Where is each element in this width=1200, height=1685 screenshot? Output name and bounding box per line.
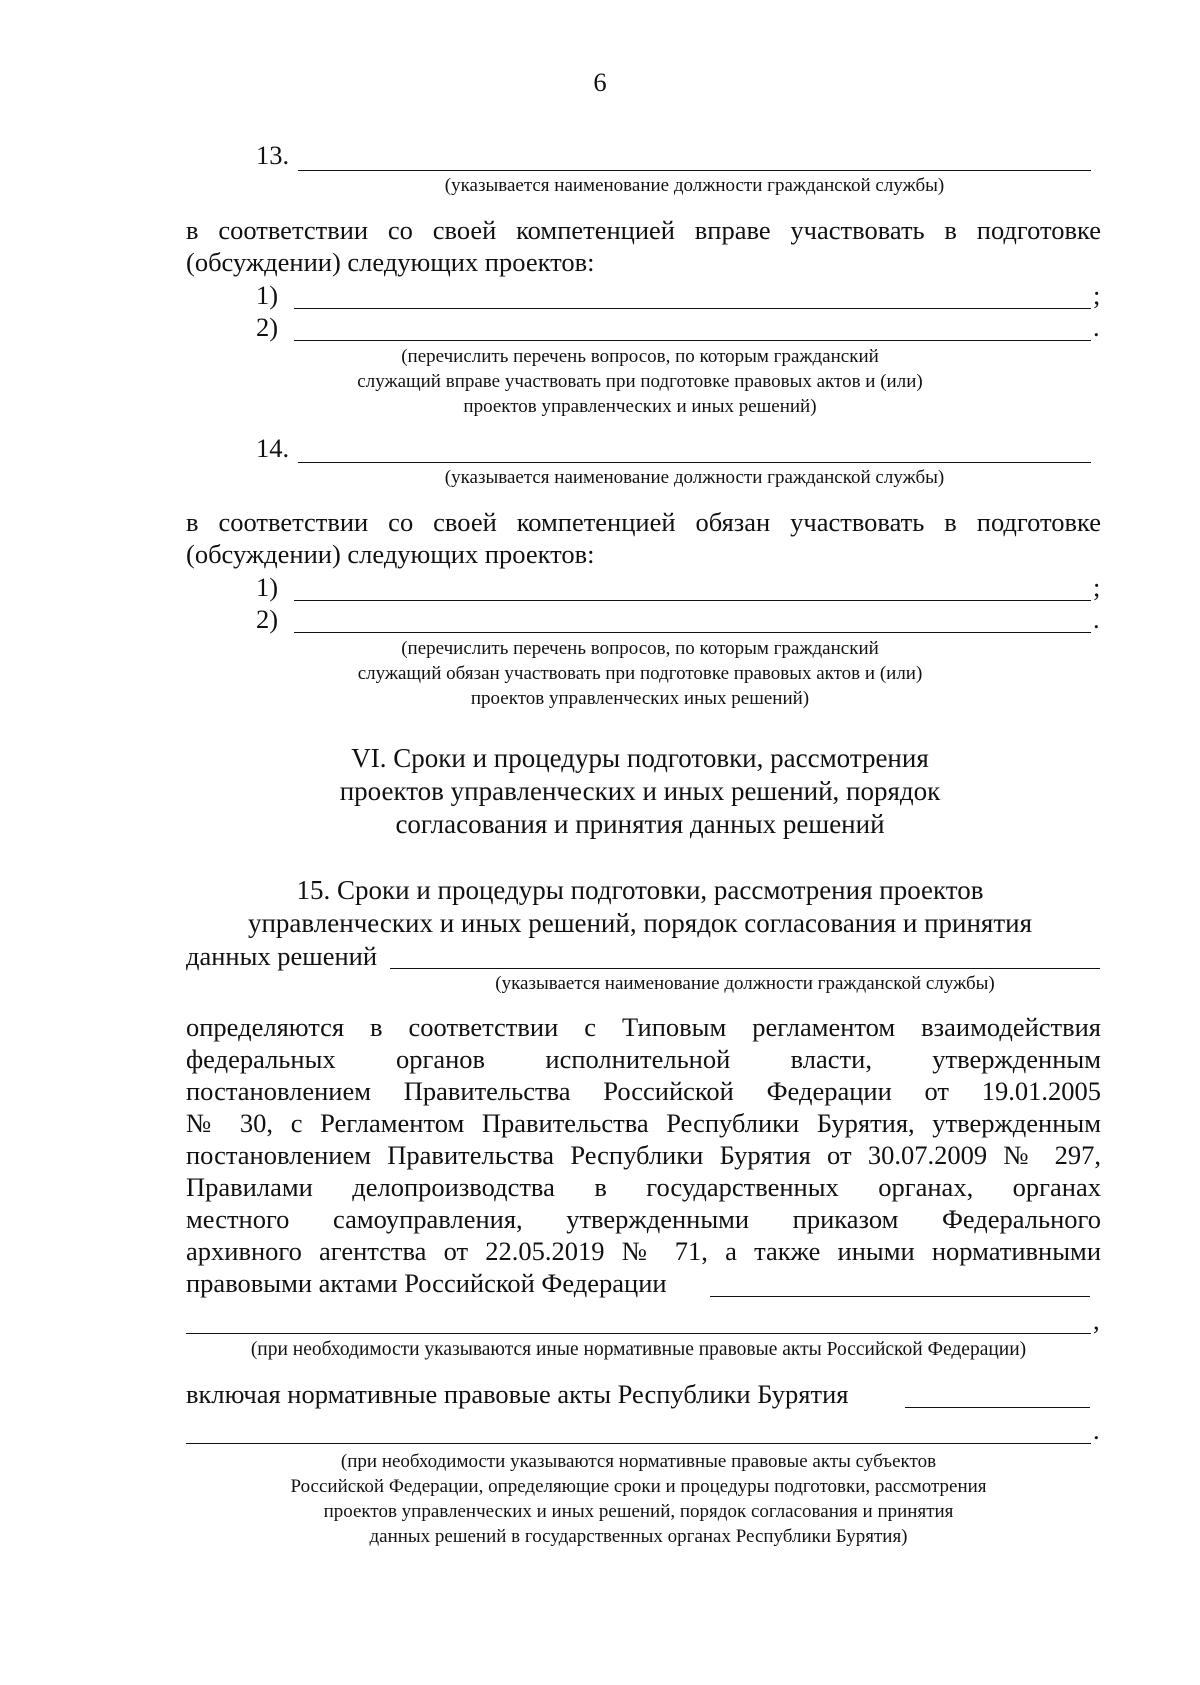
regional-note-line-2: Российской Федерации, определяющие сроки и процедуры подготовки, рассмотрения [290, 1476, 987, 1497]
item-13-list-marker-1: 1) [256, 280, 279, 310]
page-number: 6 [593, 67, 607, 97]
item-14-list-end-2: . [1093, 604, 1100, 634]
item-14-note-line-1: (перечислить перечень вопросов, по которым гражданский [401, 638, 879, 659]
item-14-list-end-1: ; [1093, 572, 1101, 602]
item-15-heading-line-1: 15. Сроки и процедуры подготовки, рассмотрения проектов [296, 875, 984, 905]
item-13-position-field[interactable] [298, 170, 1091, 171]
item-14-list-marker-2: 2) [256, 604, 279, 634]
item-13-list-field-2[interactable] [294, 340, 1091, 341]
item-15-paragraph-line-8: архивного агентства от 22.05.2019 № 71, а также иными нормативными [186, 1236, 1101, 1266]
item-13-note-line-2: служащий вправе участвовать при подготовке правовых актов и (или) [357, 371, 923, 392]
federal-acts-comma: , [1093, 1305, 1100, 1335]
federal-acts-field-2[interactable] [186, 1333, 1091, 1334]
item-15-paragraph-line-1: определяются в соответствии с Типовым регламентом взаимодействия [186, 1012, 1101, 1042]
item-15-paragraph-line-7: местного самоуправления, утвержденными приказом Федерального [186, 1204, 1101, 1234]
item-13-paragraph-line-1: в соответствии со своей компетенцией вправе участвовать в подготовке [186, 215, 1101, 245]
regional-acts-period: . [1093, 1415, 1100, 1445]
federal-acts-note: (при необходимости указываются иные нормативные правовые акты Российской Федерации) [250, 1339, 1027, 1360]
section-heading-line-1: VI. Сроки и процедуры подготовки, рассмотрения [351, 743, 929, 773]
item-15-position-field[interactable] [390, 968, 1100, 969]
item-15-paragraph-line-2: федеральных органов исполнительной власти, утвержденным [186, 1044, 1101, 1074]
item-14-paragraph-line-1: в соответствии со своей компетенцией обязан участвовать в подготовке [186, 507, 1101, 537]
item-13-list-marker-2: 2) [256, 312, 279, 342]
item-13-note-line-1: (перечислить перечень вопросов, по которым гражданский [401, 346, 879, 367]
item-14-paragraph-line-2: (обсуждении) следующих проектов: [186, 539, 595, 569]
regional-note-line-3: проектов управленческих и иных решений, порядок согласования и принятия [323, 1501, 954, 1522]
item-13-note-line-3: проектов управленческих и иных решений) [463, 396, 817, 417]
regional-acts-label: включая нормативные правовые акты Республики Бурятия [186, 1379, 849, 1409]
section-heading-line-2: проектов управленческих и иных решений, порядок [339, 776, 941, 806]
item-14-list-marker-1: 1) [256, 572, 279, 602]
item-14-caption: (указывается наименование должности гражданской службы) [444, 467, 945, 488]
item-15-paragraph-line-9: правовыми актами Российской Федерации [186, 1268, 667, 1298]
regional-note-line-1: (при необходимости указываются нормативные правовые акты субъектов [340, 1451, 937, 1472]
regional-acts-field-1[interactable] [905, 1407, 1090, 1408]
item-15-heading-line-2: управленческих и иных решений, порядок согласования и принятия [247, 908, 1033, 938]
item-14-note-line-2: служащий обязан участвовать при подготовке правовых актов и (или) [357, 663, 923, 684]
item-14-number: 14. [256, 433, 290, 463]
item-14-note-line-3: проектов управленческих иных решений) [470, 688, 810, 709]
item-13-list-field-1[interactable] [294, 308, 1091, 309]
item-15-heading-line-3: данных решений [186, 941, 378, 971]
regional-note-line-4: данных решений в государственных органах Республики Бурятия) [369, 1526, 908, 1547]
item-13-list-end-1: ; [1093, 280, 1101, 310]
regional-acts-field-2[interactable] [186, 1443, 1091, 1444]
item-15-paragraph-line-6: Правилами делопроизводства в государственных органах, органах [186, 1172, 1101, 1202]
section-heading-line-3: согласования и принятия данных решений [395, 809, 885, 839]
item-14-position-field[interactable] [298, 462, 1091, 463]
federal-acts-field-1[interactable] [710, 1296, 1090, 1297]
item-15-paragraph-line-5: постановлением Правительства Республики Бурятия от 30.07.2009 № 297, [186, 1140, 1101, 1170]
item-14-list-field-1[interactable] [294, 600, 1091, 601]
item-14-list-field-2[interactable] [294, 632, 1091, 633]
item-13-number: 13. [256, 140, 290, 170]
item-13-list-end-2: . [1093, 312, 1100, 342]
item-15-paragraph-line-4: № 30, с Регламентом Правительства Республики Бурятия, утвержденным [186, 1108, 1101, 1138]
item-15-caption: (указывается наименование должности гражданской службы) [495, 973, 995, 994]
item-13-caption: (указывается наименование должности гражданской службы) [444, 175, 945, 196]
item-15-paragraph-line-3: постановлением Правительства Российской Федерации от 19.01.2005 [186, 1076, 1101, 1106]
item-13-paragraph-line-2: (обсуждении) следующих проектов: [186, 247, 595, 277]
